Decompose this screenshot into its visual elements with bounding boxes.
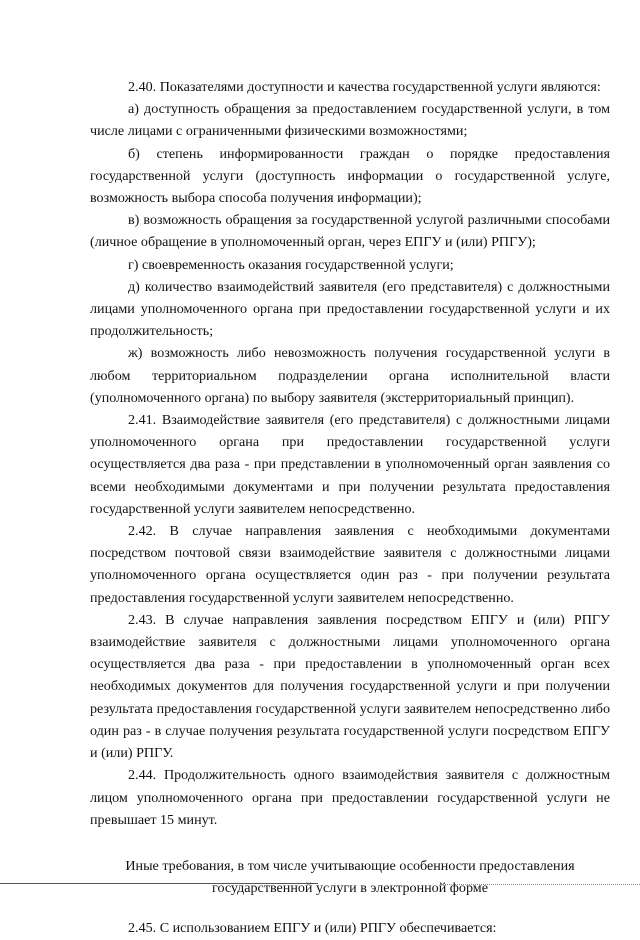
- paragraph-2-41: [90, 409, 610, 520]
- paragraph-2-43: [90, 609, 610, 764]
- paragraph-2-43-text: 2.43. В случае направления заявления посредством ЕПГУ и (или) РПГУ взаимодействие заявителя с должностными лицами уполномоченного органа осуществляется два раза - при предоставлении в уполномоченный орган всех необходимых документов для получения государственной услуги и при получении результата предоставления государственной услуги заявителем непосредственно либо один раз - в случае получения результата государственной услуги посредством ЕПГУ и (или) РПГУ.: [90, 611, 610, 762]
- section-heading-line-2: государственной услуги в электронной форме: [212, 880, 488, 897]
- section-heading-line-1: Иные требования, в том числе учитывающие особенности предоставления: [125, 857, 575, 874]
- paragraph-a: [90, 98, 610, 142]
- paragraph-2-45-text: 2.45. С использованием ЕПГУ и (или) РПГУ обеспечивается:: [128, 920, 497, 937]
- paragraph-2-42: [90, 520, 610, 609]
- paragraph-zh-text: ж) возможность либо невозможность получения государственной услуги в любом территориальном подразделении органа исполнительной власти (уполномоченного органа) по выбору заявителя (экстерриториальный принцип).: [90, 345, 610, 406]
- paragraph-a-text: а) доступность обращения за предоставлением государственной услуги, в том числе лицами с ограниченными физическими возможностями;: [90, 101, 610, 140]
- paragraph-d: [90, 276, 610, 343]
- paragraph-g: [90, 254, 610, 276]
- paragraph-2-42-text: 2.42. В случае направления заявления с необходимыми документами посредством почтовой связи взаимодействие заявителя с должностными лицами уполномоченного органа осуществляется один раз - при получении результата предоставления государственной услуги заявителем непосредственно.: [90, 523, 610, 606]
- paragraph-v-text: в) возможность обращения за государственной услугой различными способами (личное обращение в уполномоченный орган, через ЕПГУ и (или) РПГУ);: [90, 212, 610, 251]
- paragraph-2-41-text: 2.41. Взаимодействие заявителя (его представителя) с должностными лицами уполномоченного органа при предоставлении государственной услуги осуществляется два раза - при представлении в уполномоченный орган заявления со всеми необходимыми документами и при получении результата предоставления государственной услуги заявителем непосредственно.: [90, 412, 610, 517]
- paragraph-2-45: [90, 917, 610, 939]
- paragraph-d-text: д) количество взаимодействий заявителя (его представителя) с должностными лицами уполномоченного органа при предоставлении государственной услуги и их продолжительность;: [90, 278, 610, 340]
- paragraph-v: [90, 209, 610, 253]
- paragraph-2-44: [90, 764, 610, 831]
- paragraph-2-40-text: 2.40. Показателями доступности и качества государственной услуги являются:: [128, 79, 601, 95]
- paragraph-2-44-text: 2.44. Продолжительность одного взаимодействия заявителя с должностным лицом уполномоченного органа при предоставлении государственной услуги не превышает 15 минут.: [90, 767, 610, 828]
- footer-rule: [0, 883, 318, 884]
- paragraph-zh: [90, 342, 610, 409]
- paragraph-2-40: [90, 76, 610, 98]
- paragraph-g-text: г) своевременность оказания государственной услуги;: [128, 256, 454, 273]
- paragraph-b-text: б) степень информированности граждан о порядке предоставления государственной услуги (доступность информации о государственной услуге, возможность выбора способа получения информации);: [90, 145, 610, 207]
- footer-dotted-rule: [440, 884, 640, 885]
- document-text-block: [90, 76, 610, 940]
- section-heading: [90, 855, 610, 899]
- paragraph-b: [90, 143, 610, 210]
